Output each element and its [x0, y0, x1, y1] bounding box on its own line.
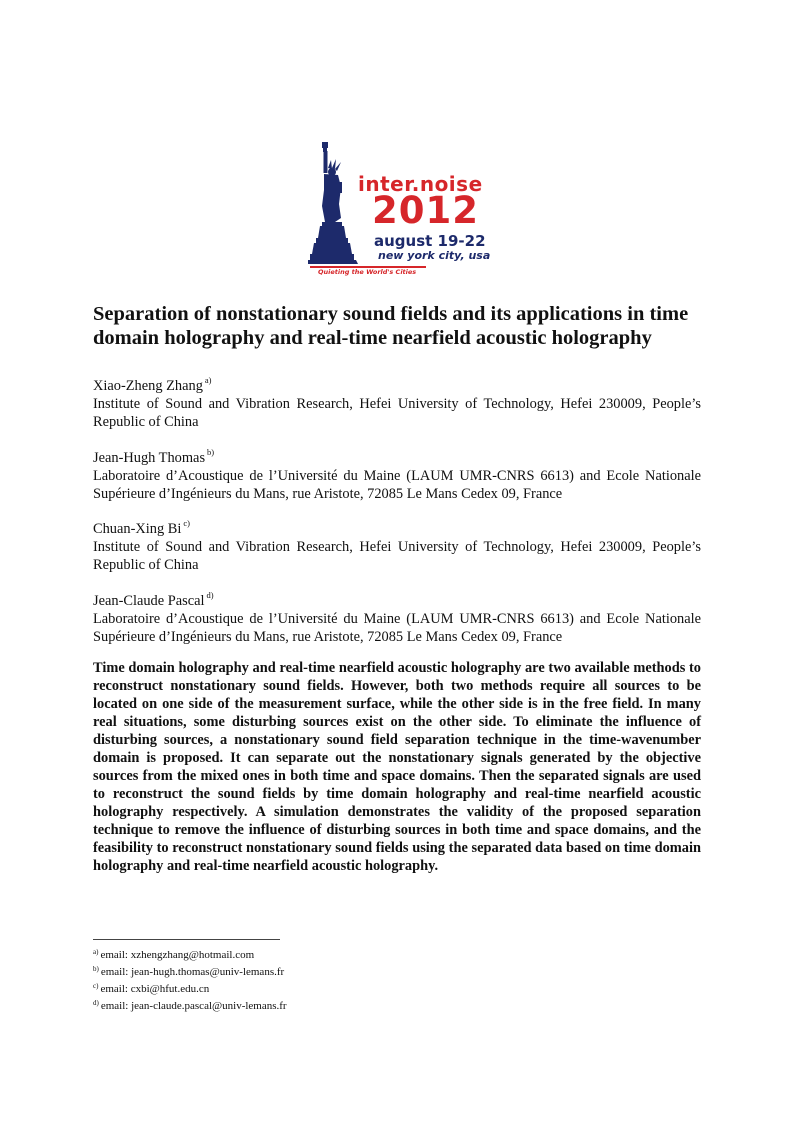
- author-name: Chuan-Xing Bi $^{c)}$: [93, 518, 190, 537]
- author-block-1: [93, 371, 701, 431]
- author-footnote-mark: a): [204, 375, 212, 385]
- author-footnote-mark: c): [183, 518, 190, 528]
- author-name: Jean-Claude Pascal $^{d)}$: [93, 590, 214, 609]
- footnote-item: $^{a)}$ email: xzhengzhang@hotmail.com: [93, 948, 255, 961]
- author-affiliation: Institute of Sound and Vibration Research, Hefei University of Technology, Hefei 230009, People’s Republic of China: [93, 396, 701, 430]
- conference-logo: [308, 142, 494, 280]
- logo-text-year: 2012: [372, 189, 479, 232]
- author-block-4: [93, 586, 701, 646]
- author-block-2: [93, 443, 701, 503]
- footnote-item: $^{c)}$ email: cxbi@hfut.edu.cn: [93, 982, 210, 995]
- author-affiliation: Laboratoire d’Acoustique de l’Université du Maine (LAUM UMR-CNRS 6613) and Ecole Nationale Supérieure d’Ingénieurs du Mans, rue Aristote, 72085 Le Mans Cedex 09, France: [93, 611, 701, 645]
- author-name: Jean-Hugh Thomas $^{b)}$: [93, 447, 215, 466]
- footnote-rule: [93, 939, 280, 940]
- logo-text-dates: august 19-22: [374, 232, 486, 250]
- author-footnote-mark: b): [207, 447, 215, 457]
- paper-title: Separation of nonstationary sound fields and its applications in time domain holography and real-time nearfield acoustic holography: [93, 303, 689, 349]
- footnotes: [93, 945, 287, 1013]
- author-affiliation: Institute of Sound and Vibration Research, Hefei University of Technology, Hefei 230009, People’s Republic of China: [93, 539, 701, 573]
- author-affiliation: Laboratoire d’Acoustique de l’Université du Maine (LAUM UMR-CNRS 6613) and Ecole Nationale Supérieure d’Ingénieurs du Mans, rue Aristote, 72085 Le Mans Cedex 09, France: [93, 468, 701, 502]
- logo-tagline: Quieting the World's Cities: [318, 268, 417, 276]
- logo-text-city: new york city, usa: [378, 249, 491, 262]
- abstract: Time domain holography and real-time nearfield acoustic holography are two available methods to reconstruct nonstationary sound fields. However, both two methods require all sources to be located on one side of the measurement surface, while the other side is in the free field. In many real situations, some disturbing sources exist on the other side. To eliminate the influence of disturbing sources, a nonstationary sound field separation technique in the time-wavenumber domain is proposed. It can separate out the nonstationary signals generated by the objective sources from the mixed ones in both time and space domains. Then the separated signals are used to reconstruct the sound fields by time domain holography and real-time nearfield acoustic holography respectively. A simulation demonstrates the validity of the proposed separation technique to remove the influence of disturbing sources in both time and space domains, and the feasibility to reconstruct nonstationary sound fields using the separated data based on time domain holography and real-time nearfield acoustic holography.: [93, 660, 701, 874]
- author-name: Xiao-Zheng Zhang $^{a)}$: [93, 375, 212, 394]
- footnote-item: $^{b)}$ email: jean-hugh.thomas@univ-lemans.fr: [93, 965, 285, 978]
- author-footnote-mark: d): [206, 590, 214, 600]
- statue-of-liberty-icon: [308, 142, 368, 268]
- logo-text-conference: inter.noise: [358, 172, 483, 196]
- footnote-item: $^{d)}$ email: jean-claude.pascal@univ-lemans.fr: [93, 999, 287, 1012]
- author-block-3: [93, 514, 701, 574]
